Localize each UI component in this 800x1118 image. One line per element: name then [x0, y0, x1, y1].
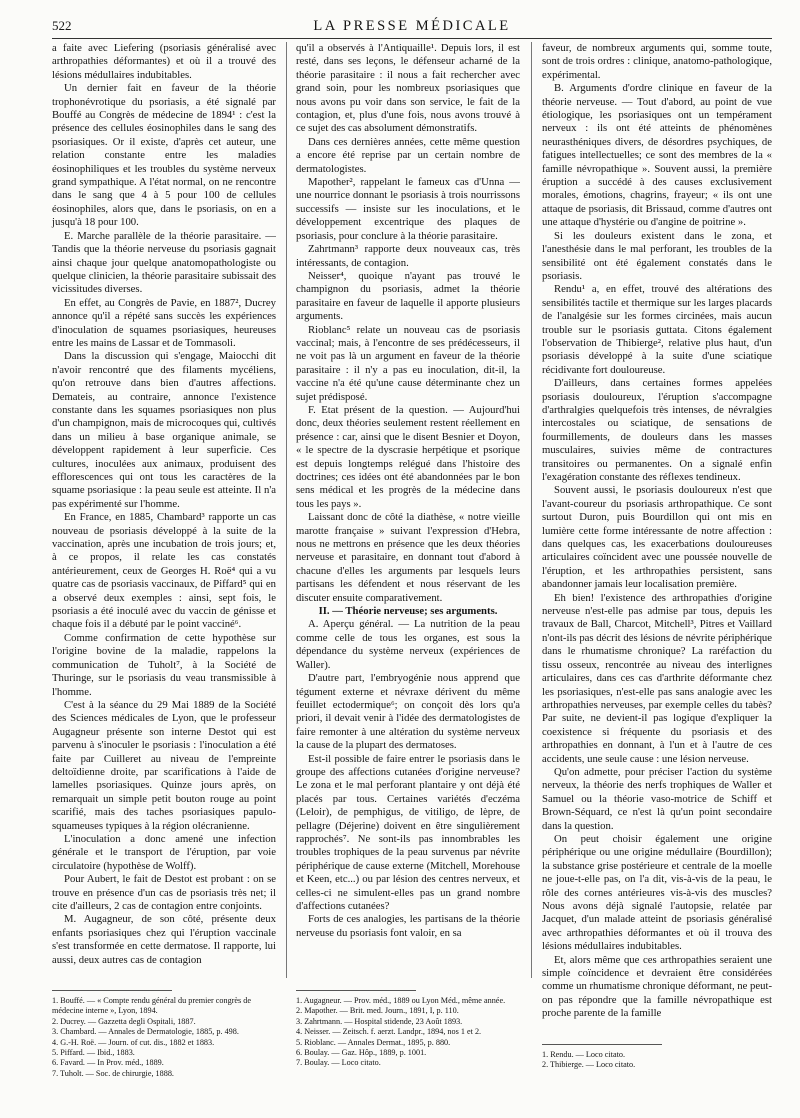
footnotes-column-1	[52, 990, 280, 1079]
section-heading: II. — Théorie nerveuse; ses arguments.	[318, 605, 498, 618]
paragraph: Rioblanc⁵ relate un nouveau cas de psoriasis vaccinal; mais, à l'encontre de ses prédécesseurs, il ne voit pas là un argument en faveur de la théorie parasitaire : il n'y a pas eu inoculation, dit-il, la vaccine n'a été qu'une cause déterminante chez un sujet prédisposé.	[296, 323, 520, 403]
footnote-rule	[52, 990, 172, 991]
footnote: 5. Rioblanc. — Annales Dermat., 1895, p. 880.	[296, 1037, 451, 1047]
paragraph: Dans ces dernières années, cette même question a encore été reprise par un certain nombre de dermatologistes.	[296, 135, 520, 175]
paragraph: Rendu¹ a, en effet, trouvé des altérations des sensibilités tactile et thermique sur les larges placards de l'analgésie sur les formes circinées, mais aucun trouble sur le psoriasis guttata. Citons également l'observation de Thibierge², relative plus haut, d'un psoriasis développé à la suite d'une sciatique récidivante fort douloureuse.	[542, 283, 772, 376]
paragraph: Comme confirmation de cette hypothèse sur l'origine bovine de la maladie, rappelons la communication de Tuholt⁷, à la Société de Thuringe, sur le psoriasis du veau transmissible à l'homme.	[52, 631, 276, 698]
footnote: 1. Rendu. — Loco citato.	[542, 1050, 625, 1059]
paragraph: Et, alors même que ces arthropathies seraient une simple coïncidence et devraient être considérées comme un rhumatisme chronique déformant, ne peut-on pas répondre que la famille névropathique est proche parente de la famille	[542, 953, 773, 1020]
paragraph: Si les douleurs existent dans le zona, et l'anesthésie dans le mal perforant, les troubles de la sensibilité ont été également constatés dans le psoriasis.	[542, 229, 772, 282]
paragraph: Mapother², rappelant le fameux cas d'Unna — une nourrice donnant le psoriasis à trois nourrissons successifs — insiste sur les inoculations, et le développement excentrique des plaques de psoriasis, pour conclure à la théorie parasitaire.	[296, 176, 520, 242]
paragraph: A. Aperçu général. — La nutrition de la peau comme celle de tous les organes, est sous la dépendance du système nerveux (expériences de Waller).	[296, 618, 520, 671]
paragraph: Pour Aubert, le fait de Destot est probant : on se trouve en présence d'un cas de psoriasis très net; il cite d'ailleurs, 2 cas de contagion entre conjoints.	[52, 873, 276, 912]
page-header	[52, 14, 772, 36]
paragraph: F. Etat présent de la question. — Aujourd'hui donc, deux théories seulement restent réellement en présence : car, ainsi que le disent Besnier et Doyon, « le spectre de la dyscrasie herpétique et psorique est depuis longtemps relégué dans l'histoire des doctrines; ces idées ont été abandonnées par le bon sens médical et les progrès de la médecine dans tous les pays ».	[296, 403, 520, 510]
paragraph: Dans la discussion qui s'engage, Maiocchi dit n'avoir rencontré que des filaments mycéliens, qu'on retrouve dans bien d'autres affections. Demateis, au contraire, annonce l'existence constante dans les squames psoriasiques non plus d'un champignon, mais de microcoques qui, cultivés dans un milieu à base organique animale, se développent rapidement à leur superficie. Ces cultures, inoculées aux animaux, produisent des efflorescences qui ont tous les caractères de la squame psoriasique : la peau seule est atteinte. Il n'a pas expérimenté sur l'homme.	[52, 350, 276, 510]
footnote: 7. Boulay. — Loco citato.	[296, 1058, 381, 1068]
paragraph: Qu'on admette, pour préciser l'action du système nerveux, la théorie des nerfs trophiques de Waller et Samuel ou la théorie vaso-motrice de Schiff et Brown-Séquard, ce n'est là qu'un point secondaire dans la question.	[542, 765, 772, 832]
footnotes-column-2	[296, 990, 524, 1069]
footnote: 1. Augagneur. — Prov. méd., 1889 ou Lyon Méd., même année.	[296, 996, 506, 1005]
column-divider	[286, 42, 287, 978]
footnote: 6. Favard. — In Prov. méd., 1889.	[52, 1058, 164, 1068]
paragraph: Forts de ces analogies, les partisans de la théorie nerveuse du psoriasis font valoir, en sa	[296, 913, 520, 939]
paragraph: Zahrtmann³ rapporte deux nouveaux cas, très intéressants, de contagion.	[296, 243, 520, 269]
paragraph: Neisser⁴, quoique n'ayant pas trouvé le champignon du psoriasis, admet la théorie parasitaire en faveur de laquelle il apporte plusieurs arguments.	[296, 269, 520, 323]
paragraph: Est-il possible de faire entrer le psoriasis dans le groupe des affections cutanées d'origine nerveuse? Le zona et le mal perforant plantaire y ont déjà été placés par tous. Certaines variétés d'eczéma (Leloir), de pemphigus, de vitiligo, de lèpre, de pellagre (Déjerine) doivent en être singulièrement rapprochés⁷. Ne sont-ils pas innombrables les troubles trophiques de la peau survenus par névrite périphérique de cause externe (Mitchell, Morehouse et Keen, etc...) ou par lésion des centres nerveux, et celles-ci ne simulent-elles pas un grand nombre d'affections cutanées?	[296, 752, 520, 912]
paragraph: faveur, de nombreux arguments qui, somme toute, sont de trois ordres : clinique, anatomo-pathologique, expérimental.	[542, 42, 772, 81]
footnote: 5. Piffard. — Ibid., 1883.	[52, 1048, 135, 1058]
page-number: 522	[52, 18, 72, 33]
footnote: 2. Ducrey. — Gazzetta degli Ospitali, 1887.	[52, 1016, 196, 1026]
footnote: 3. Zahrtmann. — Hospital stidende, 23 Août 1893.	[296, 1016, 463, 1026]
paragraph: a faite avec Liefering (psoriasis généralisé avec arthropathies déformantes) et où il a trouvé des lésions médullaires indubitables.	[52, 42, 276, 81]
paragraph: B. Arguments d'ordre clinique en faveur de la théorie nerveuse. — Tout d'abord, au point de vue étiologique, les psoriasiques ont un tempérament nerveux : ils ont été atteints de phénomènes neurasthéniques divers, de désordres psychiques, de fatigues intellectuelles; ce sont des membres de la « famille névropathique ». Souvent aussi, la première éruption a succédé à des causes exclusivement morales, émotions, chagrins, frayeur; « ils ont une attaque de psoriasis, dit Brissaud, comme d'autres ont une attaque d'hystérie ou d'angine de poitrine ».	[542, 82, 772, 229]
paragraph: En France, en 1885, Chambard³ rapporte un cas nouveau de psoriasis développé à la suite de la vaccination, après une incubation de trois jours; et, à ce propos, il relate les cas constatés antérieurement, ceux de Georges H. Roë⁴ qui a vu quatre cas de psoriasis vaccinaux, de Piffard⁵ qui en a observé deux exemples : ainsi, sept fois, le psoriasis a été inoculé avec du vaccin de génisse et chaque fois il a débuté par le point vacciné⁶.	[52, 511, 276, 631]
paragraph: Eh bien! l'existence des arthropathies d'origine nerveuse n'est-elle pas admise par tous, depuis les travaux de Ball, Charcot, Mitchell³, Pitres et Vaillard n'ont-ils pas décrit des lésions de névrite périphérique dans le rhumatisme chronique? La raréfaction du tissu osseux, rencontrée au niveau des interlignes articulaires, dans ces cas d'arthrite déformante chez les psoriasiques, n'est-elle pas sans analogie avec les arthropathies nerveuses, par exemple celles du tabès? Par suite, ne devient-il pas logique d'expliquer la coexistence si fréquente du psoriasis et des arthropathies en donnant, à l'un et à l'autre de ces accidents, une seule cause : une lésion nerveuse.	[542, 591, 772, 765]
footnote: 1. Bouffé. — « Compte rendu général du premier congrès de médecine interne », Lyon, 1894.	[52, 996, 252, 1016]
footnote-rule	[296, 990, 416, 991]
footnote: 4. Neisser. — Zeitsch. f. aerzt. Landpr., 1894, nos 1 et 2.	[296, 1027, 482, 1037]
column-3	[542, 42, 772, 1021]
footnote: 7. Tuholt. — Soc. de chirurgie, 1888.	[52, 1068, 174, 1078]
column-divider	[531, 42, 532, 978]
paragraph: On peut choisir également une origine périphérique ou une origine médullaire (Bourdillon); la substance grise postérieure et centrale de la moelle ne joue-t-elle pas, on l'a dit, vis-à-vis de la peau, le rôle des cornes antérieures vis-à-vis des muscles? Nous avons déjà signalé l'autopsie, relatée par Jacquet, d'un malade atteint de psoriasis généralisé avec arthropathies déformantes et où il trouva des lésions médullaires indubitables.	[542, 832, 772, 953]
header-rule	[52, 38, 772, 39]
footnote: 4. G.-H. Roë. — Journ. of cut. dis., 1882 et 1883.	[52, 1037, 215, 1047]
footnote: 2. Mapother. — Brit. med. Journ., 1891, I, p. 110.	[296, 1006, 459, 1016]
paragraph: Un dernier fait en faveur de la théorie trophonévrotique du psoriasis, a été signalé par Bouffé au Congrès de médecine de 1894¹ : c'est la présence des cellules éosinophiles dans le sang des psoriasiques. Or il existe, d'après cet auteur, une relation constante entre les maladies éosinophiliques et les troubles du système nerveux grand sympathique. A l'état normal, on ne rencontre dans le sang que 4 à 5 pour 100 de cellules éosinophiles, alors que, dans le psoriasis, on en a jusqu'à 18 pour 100.	[52, 82, 276, 229]
journal-title: LA PRESSE MÉDICALE	[313, 18, 511, 34]
column-2	[296, 42, 520, 940]
paragraph: qu'il a observés à l'Antiquaille¹. Depuis lors, il est resté, dans ses leçons, le défenseur acharné de la théorie parasitaire : il nous a fait rechercher avec grand soin, pour les nombreux psoriasiques que nous avons pu voir dans son service, le fait de la contagion, et, plus d'une fois, nous avons trouvé à ce sujet des cas absolument démonstratifs.	[296, 42, 520, 135]
paragraph: E. Marche parallèle de la théorie parasitaire. — Tandis que la théorie nerveuse du psoriasis gagnait ainsi chaque jour quelque anatomopathologiste ou quelque clinicien, la théorie parasitaire subissait des vicissitudes diverses.	[52, 229, 276, 296]
paragraph: M. Augagneur, de son côté, présente deux enfants psoriasiques chez qui l'éruption vaccinale s'est transformée en cette dermatose. Il rapporte, lui aussi, deux autres cas de contagion	[52, 913, 276, 966]
footnote: 3. Chambard. — Annales de Dermatologie, 1885, p. 498.	[52, 1027, 239, 1037]
footnote: 2. Thibierge. — Loco citato.	[542, 1060, 636, 1070]
paragraph: C'est à la séance du 29 Mai 1889 de la Société des Sciences médicales de Lyon, que le professeur Augagneur présente son interne Destot qui est parvenu à s'inoculer le psoriasis : l'inoculation a été faite par Cuilleret au niveau de l'empreinte deltoïdienne droite, par scarifications à l'aide de lamelles psoriasiques. Quinze jours après, on remarquait un simple petit bouton rouge au point scarifié, mais des taches psoriasiques papulo-squameuses typiques à la région olécranienne.	[52, 698, 276, 832]
footnotes-column-3	[542, 1044, 772, 1071]
paragraph: D'ailleurs, dans certaines formes appelées psoriasis douloureux, l'éruption s'accompagne d'arthralgies quelquefois très intenses, de névralgies intercostales ou sciatique, de sensations de fourmillements, de douleurs dans les masses musculaires, suivies même de contractures transitoires ou permanentes. On a signalé enfin l'exagération constante des réflexes tendineux.	[542, 377, 772, 483]
paragraph: L'inoculation a donc amené une infection générale et le transport de l'éruption, par voie circulatoire (hypothèse de Wolff).	[52, 832, 276, 872]
footnote: 6. Boulay. — Gaz. Hôp., 1889, p. 1001.	[296, 1048, 427, 1058]
column-1	[52, 42, 276, 967]
paragraph: Laissant donc de côté la diathèse, « notre vieille marotte française » suivant l'expression d'Hebra, nous ne mettrons en présence que les deux théories nerveuse et parasitaire, en donnant tout d'abord à chacune d'elles les arguments par lesquels leurs partisans les défendent et nous réservant de les discuter ensuite comparativement.	[296, 511, 520, 604]
paragraph: Souvent aussi, le psoriasis douloureux n'est que l'avant-coureur du psoriasis arthropathique. Ce sont surtout Duron, puis Bourdillon qui ont mis en lumière cette forme intéressante de notre affection : dans quelques cas, les exacerbations douloureuses articulaires coïncident avec une poussée nouvelle de l'éruption, et les arthropathies persistent, sans abandonner jamais leur localisation première.	[542, 484, 772, 591]
paragraph: En effet, au Congrès de Pavie, en 1887², Ducrey annonce qu'il a répété sans succès les expériences d'inoculation de squames psoriasiques, heureuses entre les mains de Lassar et de Tommasoli.	[52, 296, 276, 349]
footnote-rule	[542, 1044, 662, 1045]
paragraph: D'autre part, l'embryogénie nous apprend que tégument externe et névraxe dérivent du même feuillet ectodermique⁶; on conçoit dès lors qu'a priori, il devait venir à l'idée des dermatologistes de faire remonter à une altération du système nerveux la cause de la plupart des dermatoses.	[296, 672, 520, 752]
